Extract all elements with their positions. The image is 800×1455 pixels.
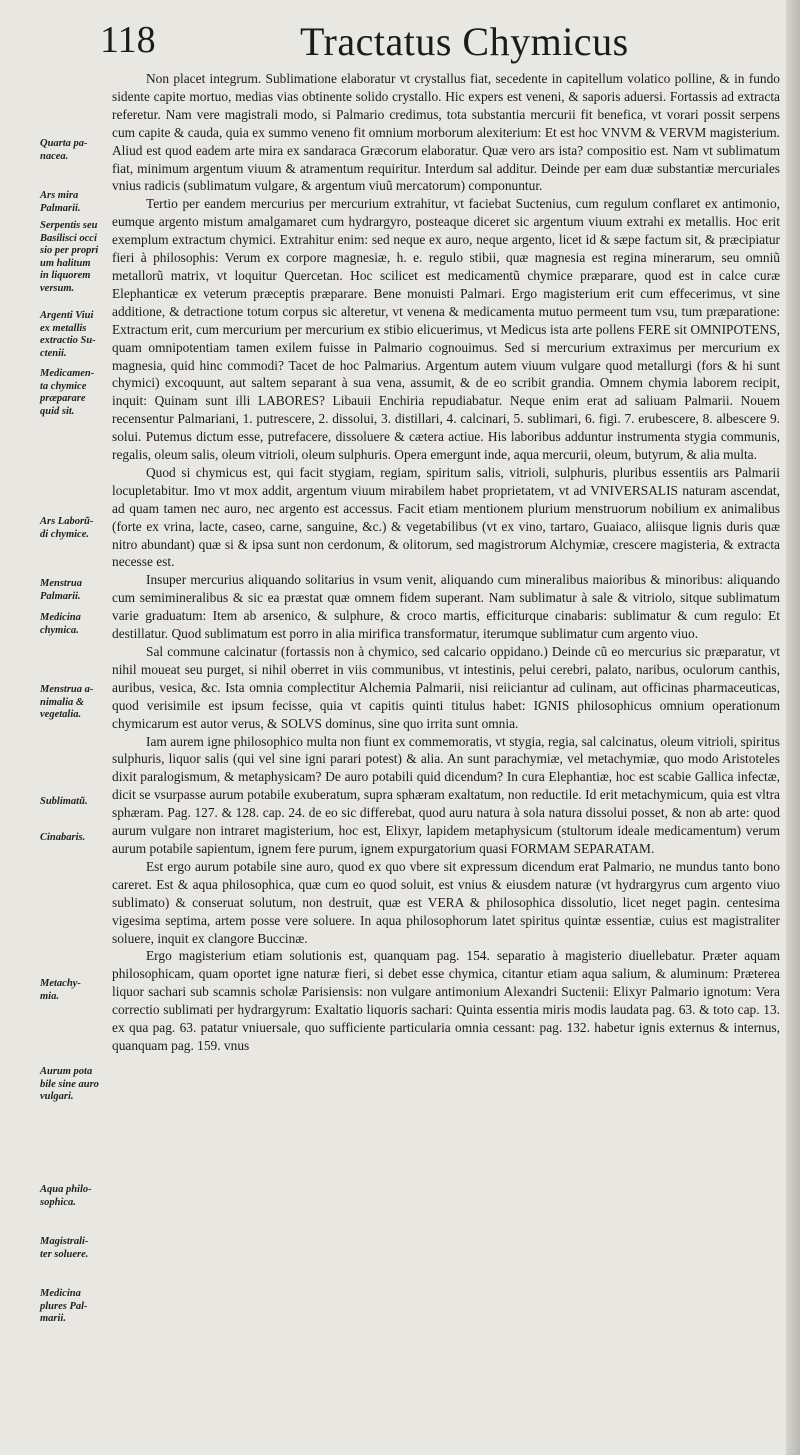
margin-note: Magistrali- ter soluere. bbox=[40, 1236, 89, 1260]
paragraph: Iam aurem igne philosophico multa non fiunt ex commemoratis, vt stygia, regia, sal calcinatus, oleum vitrioli, spiritus sulphuris, liquor salis (qui vel sine igni parari potest) & alia. An sunt parachymiæ, vel metachymiæ, quo modo Aristoteles dixit paralogismum, & metaphysicam? De auro potabili quid dicendum? In cura Elephantiæ, hoc est scabie Gallica infectæ, dicit se vsurpasse aurum potabile exuberatum, supra sphæram exaltatum, non reductile. Id erit metachymicum, quia est vltra sphæram. Pag. 127. & 128. cap. 24. de eo sic differebat, quod auru natura à sola natura dissolui posset, & non ab arte: quod aurum vulgare non intraret magisterium, hoc est, Elixyr, lapidem metaphysicum (stultorum ideale medicamentum) verum aurum potabile sapientum, ignem fere purum, ignem expurgatorium quasi FORMAM SEPARATAM. bbox=[112, 733, 780, 856]
margin-note: Aurum pota bile sine auro vulgari. bbox=[40, 1066, 99, 1102]
margin-note: Metachy- mia. bbox=[40, 978, 81, 1002]
page-number: 118 bbox=[100, 19, 156, 61]
margin-note: Quarta pa- nacea. bbox=[40, 138, 88, 162]
margin-note: Argenti Viui ex metallis extractio Su- ctenii. bbox=[40, 310, 96, 359]
paragraph: Non placet integrum. Sublimatione elaboratur vt crystallus fiat, secedente in capitellum volatico polline, & in fundo sidente capite mortuo, medias vias obtinente solido crystallo. Hic expers est veneni, & saporis aduersi. Fortassis ad extracta referetur. Nam vere magistrali modo, si Palmario credimus, tota substantia mercurii fit benefica, vt vorari possit serpens cum capite & cauda, quia ex summo veneno fit omnium morborum alexiterium: Et est hoc VNVM & VERVM magisterium. Aliud est quod eadem arte mira ex sandaraca Græcorum elaboratur. Quæ vero ars ista? compositio est. Nam vt sublimatum fiat, minimum argentum viuum & atramentum requiritur. Interdum sal additur. Deinde per eam duæ substantiæ mercuriales vnius radicis (sublimatum vulgare, & argentum viuũ mercatorum) componuntur. bbox=[112, 71, 780, 194]
margin-note: Ars mira Palmarii. bbox=[40, 190, 81, 214]
paragraph: Insuper mercurius aliquando solitarius in vsum venit, aliquando cum mineralibus maioribus & minoribus: aliquando cum semimineralibus & sic ea præstat quæ omnem fidem superant. Nam sublimatur à sale & vitriolo, sitque sublimatum varie graduatum: Item ab arsenico, & sulphure, & croco martis, efficiturque cinabaris: sublimatur & cum regulo: Et destillatur. Quod sublimatum est porro in alia mirifica transformatur, iterumque sublimatur cum argento viuo. bbox=[112, 572, 780, 642]
margin-note: Medicina chymica. bbox=[40, 612, 81, 636]
paragraph: Quod si chymicus est, qui facit stygiam, regiam, spiritum salis, vitrioli, sulphuris, pluribus essentiis ars Palmarii locupletabitur. Imo vt mox addit, argentum viuum mirabilem habet proprietatem, vt ad VNIVERSALIS naturam ascendat, ad quam tamen nec auro, nec argento est accessus. Facit etiam mentionem plurium menstruorum nobilium ex animalibus (forte ex vrina, lacte, caseo, carne, sanguine, &c.) & vegetabilibus (vt ex vino, tartaro, Guaiaco, aliisque lignis duris quæ nitro abundant) quæ si & ipsa sunt non cerdonum, & olitorum, sed magistrorum Alchymiæ, crescere magisteria, & extracta necesse est. bbox=[112, 464, 780, 570]
margin-note: Medicina plures Pal- marii. bbox=[40, 1288, 88, 1324]
margin-note: Serpentis seu Basilisci occi sio per propri um halitum in liquorem versum. bbox=[40, 220, 99, 294]
page-header bbox=[0, 18, 800, 68]
page-edge bbox=[786, 0, 800, 1455]
margin-note: Sublimatũ. bbox=[40, 796, 88, 807]
margin-note: Cinabaris. bbox=[40, 832, 86, 843]
margin-note: Ars Laborũ- di chymice. bbox=[40, 516, 94, 540]
main-text bbox=[112, 70, 780, 1055]
paragraph: Est ergo aurum potabile sine auro, quod ex quo vbere sit expressum dicendum erat Palmario, ne mundus tanto bono careret. Est & aqua philosophica, quæ cum eo quod soluit, est vnius & eiusdem naturæ (vt hydrargyrus cum argento viuo sublimato) & conseruat solutum, non destruit, quæ est VERA & philosophica dissolutio, licet neget pagin. centesima vigesima septima, artem posse vere soluere. In aqua philosophorum latet spiritus quintæ essentiæ, cuius est magistraliter soluere, inquit ex clangore Buccinæ. bbox=[112, 858, 780, 946]
paragraph: Tertio per eandem mercurius per mercurium extrahitur, vt faciebat Suctenius, cum regulum conflaret ex antimonio, eumque argento mistum amalgamaret cum hydrargyro, posteaque diceret sic argentum viuum extrahi ex metallis. Hoc erit exemplum extractum chymici. Extrahitur enim: sed neque ex auro, neque argento, licet id & sæpe factum sit, & præcipiatur fieri à philosophis: Verum ex corpore magnesiæ, h. e. regulo stibii, quæ magnesia est regina minerarum, seu omniũ metallorũ matrix, vt loquitur Quercetan. Hoc scilicet est medicamentũ chymice præparare, quod est in calce curæ Elephanticæ ex veterum præceptis præparare. Bene monuisti Palmari. Ergo magisterium erit cum effecerimus, vt sine additione, & detractione totum corpus sic alteretur, vt venena & medicamenta mutuo permeent tum vsu, tum præparatione: Extractum erit, cum mercurium per mercurium ex stibio elicuerimus, vt Medicus ista arte pollens FERE sit OMNIPOTENS, quam omnipotentiam tamen exilem fuisse in Palmario cognouimus. Sed si mercurium extraximus per mercurium ex magnesia, quid hinc commodi? Tacet de hoc Palmarius. Argentum autem viuum vulgare quod metallurgi (fors & hi sunt chymici) excoquunt, aut saltem separant à sua vena, assumit, & de eo scribit grandia. Omnem chymia laborem recipit, inquit: Quinam sunt illi LABORES? Libauii Enchiria repudiabatur. Neque enim erat ad saliuam Palmarii. Nouem recensentur Palmariani, 1. putrescere, 2. dissolui, 3. distillari, 4. calcinari, 5. sublimari, 6. figi. 7. erubescere, 8. albescere 9. solui. Putemus dictum esse, putrefacere, dissoluere & cætera actiue. His laboribus adduntur instrumenta stygia communis, regalis, oleum salis, oleum vitrioli, oleum sulphuris. Opera emergunt inde, aqua mercurii, oleum, butyrum, & alia multa. bbox=[112, 196, 780, 463]
paragraph: Sal commune calcinatur (fortassis non à chymico, sed calcario oppidano.) Deinde cũ eo mercurius sic præparatur, vt nihil moueat seu purget, si nihil oberret in viis communibus, vt intestinis, pelui cerebri, palato, naribus, oculorum canthis, auribus, vesica, &c. Ista omnia complectitur Alchemia Palmarii, nisi reiiciantur ad culinam, aut officinas pharmaceuticas, quod verisimile est ipsum fecisse, quia vt capitis quinti titulus habet: IGNIS philosophicus omnium operationum chymicarum est autor verus, & SOLVS dominus, sine quo irrita sunt omnia. bbox=[112, 644, 780, 731]
margin-note: Menstrua Palmarii. bbox=[40, 578, 83, 602]
paragraph: Ergo magisterium etiam solutionis est, quanquam pag. 154. separatio à magisterio diuellebatur. Præter aquam philosophicam, quam oportet igne naturæ fieri, si debet esse chymica, citantur etiam aqua salium, & aluminum: Præterea liquor sachari sub scamnis scholæ Parisiensis: non vulgare antimonium Alexandri Suctenii: Elixyr Palmario ignotum: Vera correctio sublimati per hydrargyrum: Exaltatio liquoris sachari: Quinta essentia miris modis laudata pag. 63. & toto cap. 13. ex qua pag. 63. patatur vniuersale, quo sufficiente particularia omnia cessant: pag. 132. habetur ignis externus & internus, quanquam pag. 159. vnus bbox=[112, 948, 780, 1053]
margin-note: Medicamen- ta chymice præparare quid sit. bbox=[40, 368, 95, 417]
margin-note: Aqua philo- sophica. bbox=[40, 1184, 92, 1208]
running-title: Tractatus Chymicus bbox=[300, 19, 629, 64]
margin-note: Menstrua a- nimalia & vegetalia. bbox=[40, 684, 94, 720]
